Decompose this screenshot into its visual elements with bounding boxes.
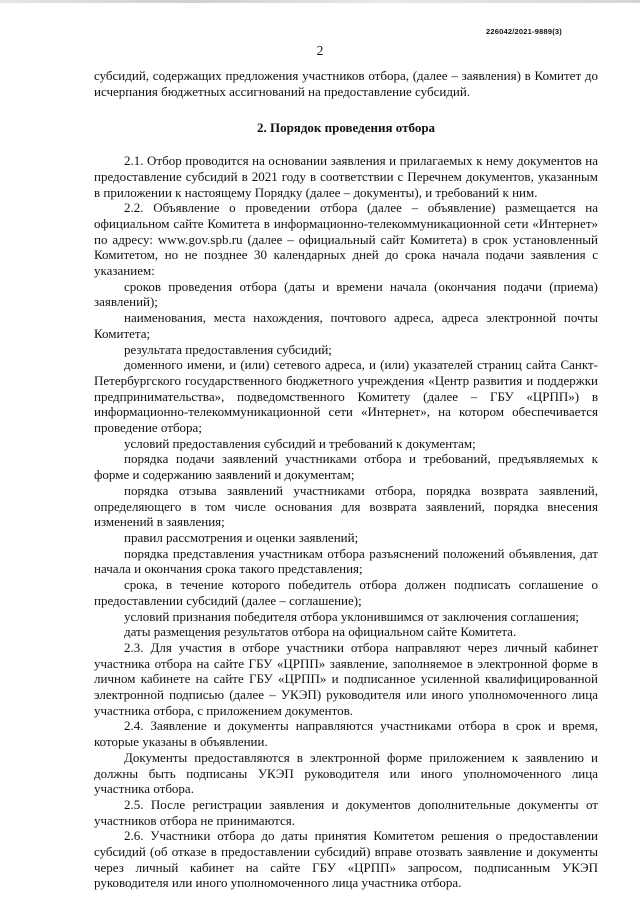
list-item: порядка представления участникам отбора разъяснений положений объявления, дат начала и окончания срока такого представления; [94, 545, 598, 577]
paragraph: 2.2. Объявление о проведении отбора (далее – объявление) размещается на официальном сайте Комитета в информационно-телекоммуникационной сети «Интернет» по адресу: www.gov.spb.ru (далее – официальный сайт Комитета) в срок установленный Комитетом, но не позднее 30 календарных дней до срока начала подачи заявления с указанием: [94, 200, 598, 279]
list-item: доменного имени, и (или) сетевого адреса, и (или) указателей страниц сайта Санкт-Петербургского государственного бюджетного учреждения «Центр развития и поддержки предпринимательства», подведомственного Комитету (далее – ГБУ «ЦРПП») в информационно-телекоммуникационной сети «Интернет», на котором обеспечивается проведение отбора; [94, 357, 598, 436]
paragraph: 2.3. Для участия в отборе участники отбора направляют через личный кабинет участника отбора на сайте ГБУ «ЦРПП» заявление, заполняемое в электронной форме в личном кабинете на сайте ГБУ «ЦРПП» и подписанное усиленной квалифицированной электронной подписью (далее – УКЭП) руководителя или иного уполномоченного лица участника отбора, с приложением документов. [94, 639, 598, 718]
list-item: условий предоставления субсидий и требований к документам; [124, 435, 476, 451]
paragraph: Документы предоставляются в электронной форме приложением к заявлению и должны быть подписаны УКЭП руководителя или иного уполномоченного лица участника отбора. [94, 749, 598, 797]
intro-paragraph: субсидий, содержащих предложения участников отбора, (далее – заявления) в Комитет до исчерпания бюджетных ассигнований на предоставление субсидий. [94, 68, 598, 99]
list-item: правил рассмотрения и оценки заявлений; [124, 529, 359, 545]
paragraph: 2.6. Участники отбора до даты принятия Комитетом решения о предоставлении субсидий (об отказе в предоставлении субсидий) вправе отозвать заявление и документы через личный кабинет на сайте ГБУ «ЦРПП» запросом, подписанным УКЭП руководителя или иного уполномоченного лица участника отбора. [94, 828, 598, 891]
list-item: срока, в течение которого победитель отбора должен подписать соглашение о предоставлении субсидий (далее – соглашение); [94, 577, 598, 608]
list-item: наименования, места нахождения, почтового адреса, адреса электронной почты Комитета; [94, 310, 598, 341]
paragraph: 2.5. После регистрации заявления и документов дополнительные документы от участников отбора не принимаются. [94, 796, 598, 828]
list-item: результата предоставления субсидий; [124, 341, 332, 357]
page-number: 2 [316, 43, 324, 58]
list-item: порядка подачи заявлений участниками отбора и требований, предъявляемых к форме и содержанию заявлений и документам; [94, 451, 598, 483]
document-body [94, 68, 598, 891]
list-item: сроков проведения отбора (даты и времени начала (окончания подачи (приема) заявлений); [94, 278, 598, 310]
list-item: порядка отзыва заявлений участниками отбора, порядка возврата заявлений, определяющего в том числе основания для возврата заявлений, порядка внесения изменений в заявления; [94, 482, 598, 530]
paragraph: 2.4. Заявление и документы направляются участниками отбора в срок и время, которые указаны в объявлении. [94, 718, 598, 750]
section-title: 2. Порядок проведения отбора [256, 120, 436, 136]
scan-edge [0, 0, 640, 3]
list-item: даты размещения результатов отбора на официальном сайте Комитета. [124, 624, 517, 640]
list-item: условий признания победителя отбора уклонившимся от заключения соглашения; [124, 608, 580, 624]
document-number: 226042/2021-9889(3) [486, 27, 562, 36]
paragraph: 2.1. Отбор проводится на основании заявления и прилагаемых к нему документов на предоставление субсидий в 2021 году в соответствии с Перечнем документов, указанным в приложении к настоящему Порядку (далее – документы), и требований к ним. [94, 153, 598, 200]
